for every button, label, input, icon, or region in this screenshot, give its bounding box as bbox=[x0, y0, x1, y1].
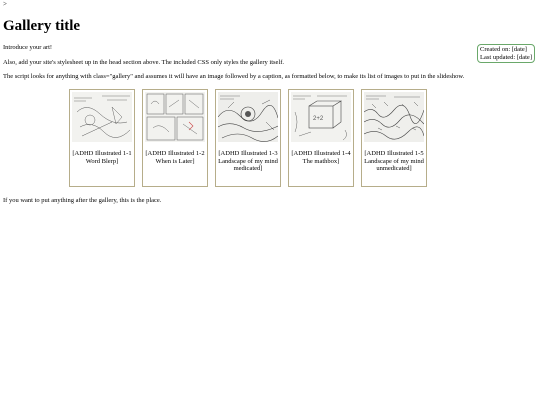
created-date: Created on: [date] bbox=[480, 46, 527, 53]
gallery-item[interactable] bbox=[215, 89, 281, 187]
date-box bbox=[477, 44, 535, 63]
gallery-thumbnail[interactable] bbox=[291, 92, 351, 142]
gallery-caption: [ADHD Illustrated 1-3 Landscape of my mind medicated] bbox=[218, 150, 278, 172]
updated-date: Last updated: [date] bbox=[480, 54, 532, 61]
intro-text: Introduce your art! bbox=[3, 44, 53, 51]
gallery-item[interactable] bbox=[69, 89, 135, 187]
svg-text:2+2: 2+2 bbox=[313, 116, 324, 122]
gallery-item[interactable] bbox=[288, 89, 354, 187]
footer-text: If you want to put anything after the gallery, this is the place. bbox=[3, 197, 162, 204]
page-title: Gallery title bbox=[3, 18, 81, 34]
gallery-caption: [ADHD Illustrated 1-5 Landscape of my mind unmedicated] bbox=[364, 150, 424, 172]
gallery-caption: [ADHD Illustrated 1-1 Word Blerp] bbox=[72, 150, 132, 165]
gallery bbox=[69, 89, 429, 189]
gallery-item[interactable] bbox=[142, 89, 208, 187]
gallery-item[interactable] bbox=[361, 89, 427, 187]
gallery-thumbnail[interactable] bbox=[145, 92, 205, 142]
gallery-thumbnail[interactable] bbox=[218, 92, 278, 142]
stray-character: > bbox=[3, 0, 7, 8]
gallery-thumbnail[interactable] bbox=[72, 92, 132, 142]
gallery-caption: [ADHD Illustrated 1-4 The mathbox] bbox=[291, 150, 351, 165]
gallery-caption: [ADHD Illustrated 1-2 When is Later] bbox=[145, 150, 205, 165]
stylesheet-note: Also, add your site's stylesheet up in the head section above. The included CSS only styles the gallery itself. bbox=[3, 59, 285, 66]
gallery-thumbnail[interactable] bbox=[364, 92, 424, 142]
script-note: The script looks for anything with class="gallery" and assumes it will have an image followed by a caption, as formatted below, to make its list of images to put in the slideshow. bbox=[3, 73, 465, 80]
